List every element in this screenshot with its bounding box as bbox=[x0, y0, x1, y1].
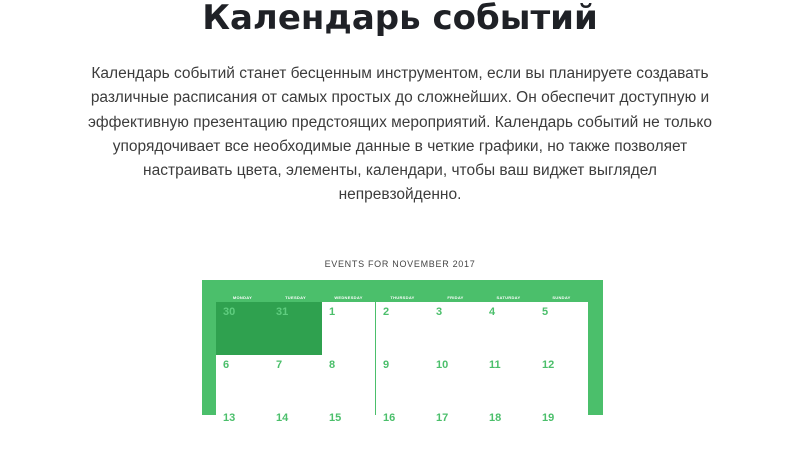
calendar-day-cell[interactable] bbox=[429, 355, 482, 408]
calendar-day-cell[interactable] bbox=[269, 355, 322, 408]
calendar-day-cell[interactable] bbox=[216, 355, 269, 408]
day-number: 8 bbox=[329, 359, 336, 371]
day-number: 6 bbox=[223, 359, 230, 371]
calendar-day-cell[interactable] bbox=[535, 408, 588, 461]
weekday-label-friday: FRIDAY bbox=[447, 295, 464, 300]
day-number: 16 bbox=[383, 412, 396, 424]
calendar-day-cell[interactable] bbox=[322, 355, 375, 408]
calendar-day-cell[interactable] bbox=[376, 408, 429, 461]
day-number: 10 bbox=[436, 359, 449, 371]
calendar-day-cell[interactable] bbox=[535, 355, 588, 408]
calendar-day-cell[interactable] bbox=[269, 408, 322, 461]
day-number: 9 bbox=[383, 359, 390, 371]
day-number: 2 bbox=[383, 306, 390, 318]
day-number: 1 bbox=[329, 306, 336, 318]
page-title: Календарь событий bbox=[202, 0, 598, 38]
calendar-day-cell[interactable] bbox=[535, 302, 588, 355]
day-number: 31 bbox=[276, 306, 289, 318]
day-number: 11 bbox=[489, 359, 501, 371]
calendar-day-cell[interactable] bbox=[322, 302, 375, 355]
day-number: 12 bbox=[542, 359, 555, 371]
calendar-day-cell[interactable] bbox=[482, 355, 535, 408]
page-description: Календарь событий станет бесценным инструментом, если вы планируете создавать различные расписания от самых простых до сложнейших. Он обеспечит доступную и эффективную презентацию предстоящих мероприятий. Календарь событий не только упорядочивает все необходимые данные в четкие графики, но также позволяет настраивать цвета, элементы, календари, чтобы ваш виджет выглядел непревзойденно. bbox=[88, 65, 712, 204]
calendar-day-cell[interactable] bbox=[322, 408, 375, 461]
calendar-day-cell[interactable] bbox=[429, 302, 482, 355]
calendar-day-cell[interactable] bbox=[482, 408, 535, 461]
day-number: 18 bbox=[489, 412, 502, 424]
weekday-label-tuesday: TUESDAY bbox=[285, 295, 306, 300]
weekday-label-saturday: SATURDAY bbox=[496, 295, 521, 300]
weekday-header-row bbox=[202, 295, 603, 301]
calendar-day-cell[interactable] bbox=[216, 408, 269, 461]
day-number: 3 bbox=[436, 306, 443, 318]
calendar-day-cell[interactable] bbox=[429, 408, 482, 461]
calendar-day-cell[interactable] bbox=[482, 302, 535, 355]
day-number: 14 bbox=[276, 412, 289, 424]
calendar-day-cell[interactable] bbox=[269, 302, 322, 355]
day-number: 13 bbox=[223, 412, 236, 424]
calendar-caption: EVENTS FOR NOVEMBER 2017 bbox=[324, 259, 476, 269]
day-number: 5 bbox=[542, 306, 549, 318]
day-number: 19 bbox=[542, 412, 555, 424]
day-number: 30 bbox=[223, 306, 236, 318]
calendar-day-cell[interactable] bbox=[216, 302, 269, 355]
day-number: 15 bbox=[329, 412, 342, 424]
day-number: 4 bbox=[489, 306, 496, 318]
day-number: 17 bbox=[436, 412, 449, 424]
day-number: 7 bbox=[276, 359, 283, 371]
calendar-widget bbox=[202, 280, 603, 424]
weekday-label-thursday: THURSDAY bbox=[390, 295, 415, 300]
calendar-day-cell[interactable] bbox=[376, 355, 429, 408]
weekday-label-sunday: SUNDAY bbox=[552, 295, 571, 300]
weekday-label-wednesday: WEDNESDAY bbox=[334, 295, 363, 300]
calendar-day-cell[interactable] bbox=[376, 302, 429, 355]
weekday-label-monday: MONDAY bbox=[232, 295, 253, 300]
